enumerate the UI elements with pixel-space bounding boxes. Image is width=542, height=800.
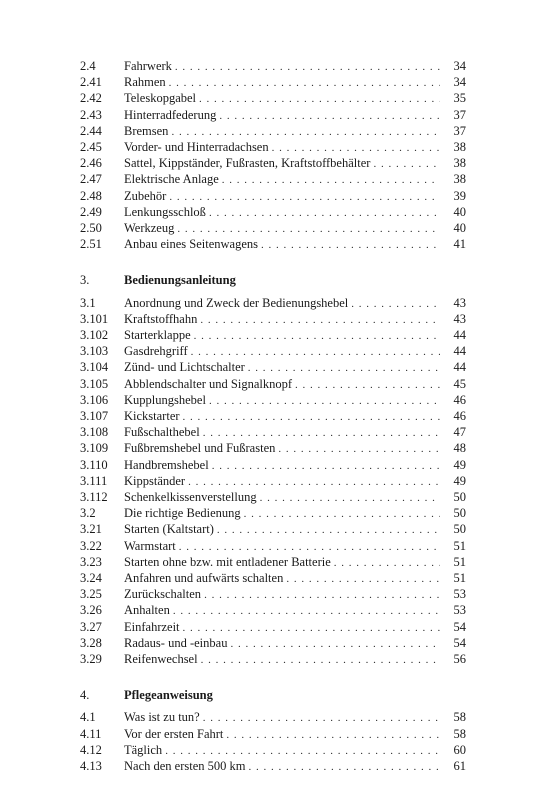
entry-page: 53 [440, 586, 466, 603]
entry-title: Anhalten [124, 602, 173, 619]
toc-entry [80, 521, 466, 538]
entry-title: Lenkungsschloß [124, 204, 209, 221]
entry-title: Fußschalthebel [124, 424, 203, 441]
entry-number: 3.105 [80, 377, 109, 391]
toc-entry [80, 457, 466, 474]
entry-number: 4.1 [80, 710, 96, 724]
toc-entry [80, 58, 466, 75]
leader-dots [261, 237, 440, 254]
entry-title: Sattel, Kippständer, Fußrasten, Kraftstoffbehälter [124, 155, 373, 172]
toc-entry [80, 376, 466, 393]
leader-dots [217, 522, 440, 539]
entry-page: 56 [440, 651, 466, 668]
entry-page: 34 [440, 74, 466, 91]
entry-title: Anbau eines Seitenwagens [124, 236, 261, 253]
entry-number: 3.104 [80, 360, 109, 374]
entry-title: Werkzeug [124, 220, 177, 237]
toc-entry [80, 90, 466, 107]
entry-page: 43 [440, 295, 466, 312]
entry-page: 40 [440, 204, 466, 221]
entry-page: 58 [440, 726, 466, 743]
entry-number: 2.47 [80, 172, 102, 186]
entry-title: Was ist zu tun? [124, 709, 203, 726]
entry-number: 4.13 [80, 759, 102, 773]
entry-number: 2.42 [80, 91, 102, 105]
entry-number: 2.4 [80, 59, 96, 73]
section-number: 3. [80, 273, 90, 287]
section-title: Pflegeanweisung [124, 687, 216, 704]
toc-entry [80, 726, 466, 743]
toc-entry [80, 74, 466, 91]
toc-entry [80, 651, 466, 668]
entry-title: Zünd- und Lichtschalter [124, 359, 248, 376]
entry-title: Kippständer [124, 473, 188, 490]
entry-number: 2.44 [80, 124, 102, 138]
entry-page: 43 [440, 311, 466, 328]
entry-page: 49 [440, 473, 466, 490]
entry-title: Starten ohne bzw. mit entladener Batterie [124, 554, 334, 571]
entry-title: Handbremshebel [124, 457, 212, 474]
entry-page: 58 [440, 709, 466, 726]
entry-page: 44 [440, 343, 466, 360]
entry-number: 3.22 [80, 539, 102, 553]
entry-page: 44 [440, 327, 466, 344]
entry-page: 45 [440, 376, 466, 393]
entry-number: 3.23 [80, 555, 102, 569]
entry-title: Hinterradfederung [124, 107, 219, 124]
entry-number: 3.24 [80, 571, 102, 585]
leader-dots [249, 759, 441, 776]
entry-title: Elektrische Anlage [124, 171, 222, 188]
entry-title: Die richtige Bedienung [124, 505, 244, 522]
toc-entry [80, 327, 466, 344]
entry-page: 51 [440, 570, 466, 587]
toc-entry [80, 758, 466, 775]
entry-number: 3.21 [80, 522, 102, 536]
entry-title: Zubehör [124, 188, 169, 205]
entry-number: 2.45 [80, 140, 102, 154]
entry-page: 40 [440, 220, 466, 237]
entry-number: 2.51 [80, 237, 102, 251]
entry-page: 37 [440, 123, 466, 140]
toc-entry [80, 155, 466, 172]
entry-number: 3.103 [80, 344, 109, 358]
entry-number: 3.107 [80, 409, 109, 423]
entry-page: 54 [440, 619, 466, 636]
toc-entry [80, 236, 466, 253]
entry-page: 46 [440, 392, 466, 409]
entry-number: 4.11 [80, 727, 102, 741]
leader-dots [278, 441, 440, 458]
section-heading [80, 272, 466, 289]
toc-entry [80, 586, 466, 603]
entry-number: 3.28 [80, 636, 102, 650]
entry-number: 3.106 [80, 393, 109, 407]
entry-title: Fahrwerk [124, 58, 175, 75]
toc-entry [80, 440, 466, 457]
entry-page: 41 [440, 236, 466, 253]
toc-entry [80, 505, 466, 522]
toc-entry [80, 343, 466, 360]
leader-dots [222, 172, 440, 189]
entry-page: 48 [440, 440, 466, 457]
toc-entry [80, 392, 466, 409]
entry-number: 4.12 [80, 743, 102, 757]
entry-title: Kraftstoffhahn [124, 311, 200, 328]
toc-entry [80, 204, 466, 221]
entry-number: 3.109 [80, 441, 109, 455]
toc-entry [80, 554, 466, 571]
entry-page: 50 [440, 489, 466, 506]
entry-number: 3.112 [80, 490, 108, 504]
toc-entry [80, 538, 466, 555]
entry-page: 53 [440, 602, 466, 619]
entry-number: 3.111 [80, 474, 108, 488]
toc-entry [80, 742, 466, 759]
entry-page: 50 [440, 521, 466, 538]
entry-number: 3.110 [80, 458, 108, 472]
entry-page: 38 [440, 155, 466, 172]
entry-title: Einfahrzeit [124, 619, 183, 636]
section-title: Bedienungsanleitung [124, 272, 239, 289]
entry-page: 35 [440, 90, 466, 107]
entry-number: 2.50 [80, 221, 102, 235]
entry-page: 46 [440, 408, 466, 425]
entry-page: 50 [440, 505, 466, 522]
leader-dots [201, 652, 440, 669]
entry-title: Rahmen [124, 74, 169, 91]
toc-entry [80, 602, 466, 619]
entry-title: Täglich [124, 742, 165, 759]
entry-number: 3.26 [80, 603, 102, 617]
entry-page: 39 [440, 188, 466, 205]
entry-number: 3.1 [80, 296, 96, 310]
entry-number: 3.25 [80, 587, 102, 601]
entry-title: Reifenwechsel [124, 651, 201, 668]
entry-title: Vorder- und Hinterradachsen [124, 139, 272, 156]
toc-entry [80, 635, 466, 652]
entry-title: Anfahren und aufwärts schalten [124, 570, 286, 587]
entry-title: Fußbremshebel und Fußrasten [124, 440, 278, 457]
entry-title: Gasdrehgriff [124, 343, 191, 360]
entry-title: Abblendschalter und Signalknopf [124, 376, 295, 393]
toc-entry [80, 619, 466, 636]
entry-title: Vor der ersten Fahrt [124, 726, 226, 743]
entry-page: 51 [440, 554, 466, 571]
section-heading [80, 687, 466, 704]
entry-title: Warmstart [124, 538, 179, 555]
entry-number: 3.101 [80, 312, 109, 326]
entry-title: Starten (Kaltstart) [124, 521, 217, 538]
entry-page: 60 [440, 742, 466, 759]
toc-entry [80, 473, 466, 490]
entry-number: 2.41 [80, 75, 102, 89]
entry-title: Zurückschalten [124, 586, 204, 603]
leader-dots [199, 91, 440, 108]
toc-entry [80, 489, 466, 506]
entry-title: Nach den ersten 500 km [124, 758, 249, 775]
entry-title: Bremsen [124, 123, 171, 140]
section-number: 4. [80, 688, 90, 702]
entry-number: 3.2 [80, 506, 96, 520]
toc-entry [80, 220, 466, 237]
toc-entry [80, 171, 466, 188]
entry-title: Schenkelkissenverstellung [124, 489, 260, 506]
entry-page: 61 [440, 758, 466, 775]
entry-title: Teleskopgabel [124, 90, 199, 107]
entry-page: 54 [440, 635, 466, 652]
toc-entry [80, 408, 466, 425]
leader-dots [173, 603, 440, 620]
entry-page: 49 [440, 457, 466, 474]
entry-page: 38 [440, 139, 466, 156]
entry-number: 2.49 [80, 205, 102, 219]
leader-dots [248, 360, 440, 377]
toc-entry [80, 709, 466, 726]
entry-page: 37 [440, 107, 466, 124]
entry-page: 44 [440, 359, 466, 376]
toc-entry [80, 424, 466, 441]
leader-dots [203, 710, 440, 727]
entry-page: 34 [440, 58, 466, 75]
entry-number: 3.29 [80, 652, 102, 666]
entry-page: 47 [440, 424, 466, 441]
entry-title: Kupplungshebel [124, 392, 209, 409]
entry-number: 3.27 [80, 620, 102, 634]
entry-title: Kickstarter [124, 408, 183, 425]
entry-number: 3.108 [80, 425, 109, 439]
toc-entry [80, 107, 466, 124]
toc-entry [80, 295, 466, 312]
entry-page: 38 [440, 171, 466, 188]
toc-entry [80, 188, 466, 205]
entry-page: 51 [440, 538, 466, 555]
toc-entry [80, 139, 466, 156]
entry-title: Radaus- und -einbau [124, 635, 230, 652]
entry-title: Starterklappe [124, 327, 194, 344]
entry-number: 2.43 [80, 108, 102, 122]
toc-entry [80, 311, 466, 328]
entry-title: Anordnung und Zweck der Bedienungshebel [124, 295, 351, 312]
toc-entry [80, 123, 466, 140]
entry-number: 2.46 [80, 156, 102, 170]
entry-number: 2.48 [80, 189, 102, 203]
toc-entry [80, 570, 466, 587]
entry-number: 3.102 [80, 328, 109, 342]
toc-entry [80, 359, 466, 376]
